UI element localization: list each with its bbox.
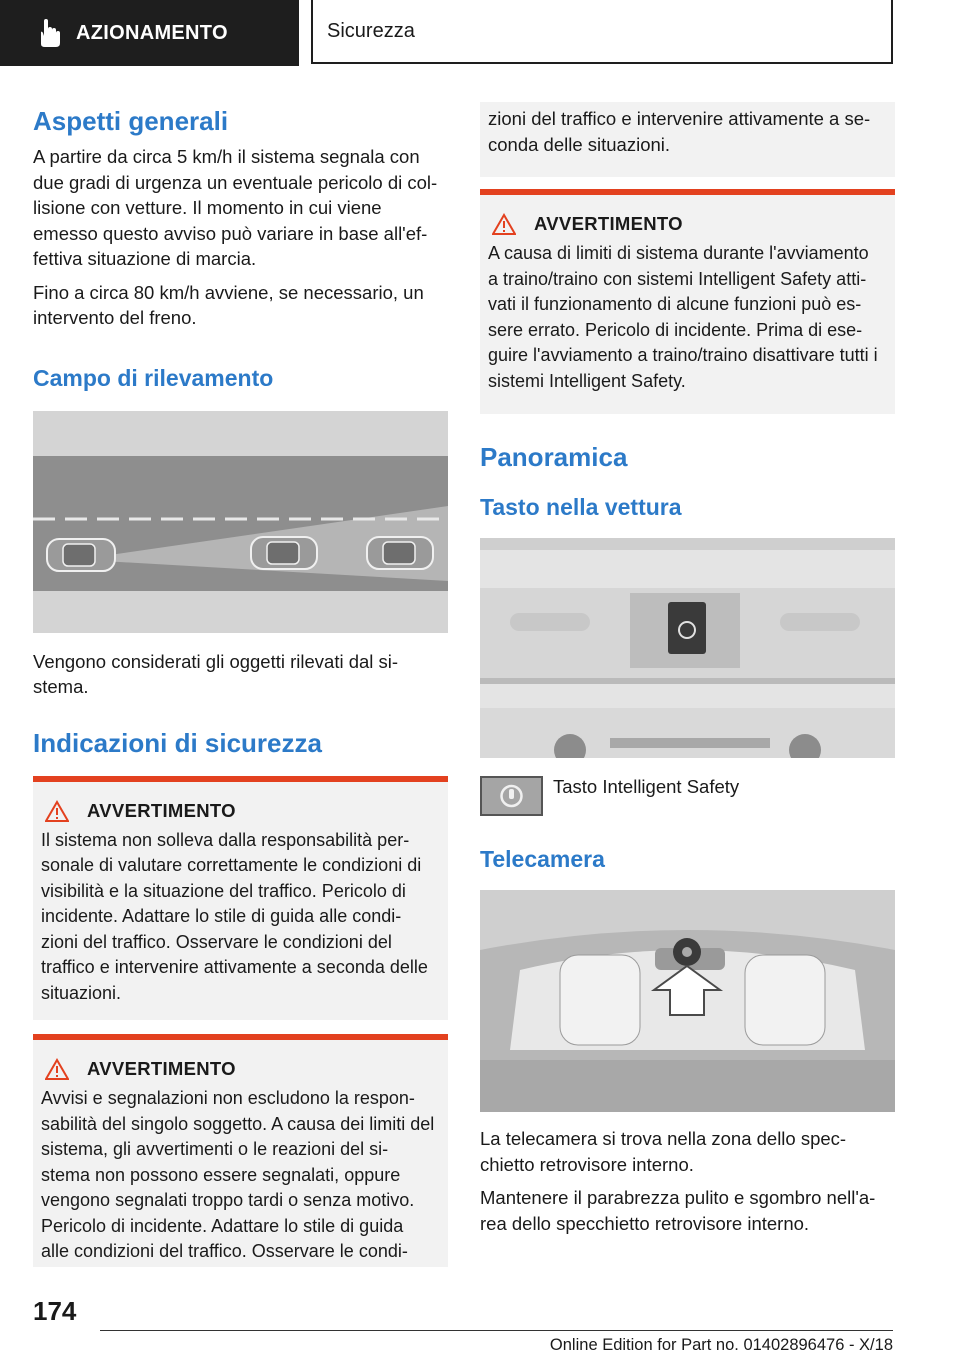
heading-button: Tasto nella vettura [480,494,682,520]
warning-2-title: AVVERTIMENTO [87,1058,236,1079]
edition-text: Online Edition for Part no. 01402896476 - X/18 [549,1336,893,1354]
warning-1-text: Il sistema non solleva dalla responsabilità per‐sonale di valutare correttamente le condizioni di visibilità e la situazione del traffico. Pericolo di incidente. Adattare lo stile di guida alle condi‐zioni del traffico. Osservare le condizioni del traffico e intervenire attivamente a seconda delle situazioni. [41,829,428,1003]
section-tab [0,0,299,66]
chapter-tab [311,0,893,64]
detection-range-figure [33,411,448,633]
warning-triangle-icon [492,213,516,235]
heading-safety: Indicazioni di sicurezza [33,727,322,758]
warning-box-3 [480,189,895,414]
warning-1-title: AVVERTIMENTO [87,799,236,821]
page-number: 174 [33,1296,77,1326]
camera-illustration [480,890,895,1112]
dashboard-button-figure [480,538,895,758]
camera-paragraph-1: La telecamera si trova nella zona dello spec‐chietto retrovisore interno. [480,1128,847,1175]
car-front-2 [367,537,433,569]
warning-box-1 [33,776,448,1021]
camera-paragraph-2: Mantenere il parabrezza pulito e sgombro nell'a‐rea dello specchietto retrovisore interno. [480,1187,876,1234]
right-column [480,102,895,1236]
car-front-1 [251,537,317,569]
car-own [47,539,115,571]
button-legend [480,776,895,816]
heading-general: Aspetti generali [33,106,229,136]
detection-caption: Vengono considerati gli oggetti rilevati dal si‐stema. [33,650,399,697]
steering-hand-icon [36,18,64,48]
warning-3-title: AVVERTIMENTO [534,213,683,234]
intelligent-safety-button-icon [480,776,543,816]
warning-box-2 [33,1034,448,1267]
warning-triangle-icon [45,800,69,822]
warning-2-continued-text: zioni del traffico e intervenire attivamente a se‐conda delle situazioni. [488,108,871,155]
section-label: AZIONAMENTO [76,21,228,44]
dashboard-button-illustration [480,538,895,758]
warning-2-text: Avvisi e segnalazioni non escludono la respon‐sabilità del singolo soggetto. A causa dei limiti del sistema, gli avvertimenti o le reazioni del si‐stema non possono essere segnalati, oppure vengono segnalati troppo tardi o senza motivo. Pericolo di incidente. Adattare lo stile di guida alle condizioni del traffico. Osservare le condi‐ [41,1088,435,1261]
camera-figure [480,890,895,1112]
heading-camera: Telecamera [480,846,605,872]
button-caption: Tasto Intelligent Safety [553,776,740,797]
warning-triangle-icon [45,1058,69,1080]
paragraph-general-1: A partire da circa 5 km/h il sistema segnala con due gradi di urgenza un eventuale pericolo di col‐lisione con vetture. Il momento in cui viene emesso questo avviso può variare in base all'ef‐fettiva situazione di marcia. [33,146,438,269]
footer-divider [100,1330,893,1331]
left-column [33,100,448,1267]
chapter-label: Sicurezza [327,19,415,42]
heading-overview: Panoramica [480,442,628,472]
warning-box-2-continued [480,102,895,177]
warning-3-text: A causa di limiti di sistema durante l'avviamento a traino/traino con sistemi Intelligent Safety atti‐vati il funzionamento di alcune funzioni può es‐sere errato. Pericolo di incidente. Prima di ese‐guire l'avviamento a traino/traino disattivare tutti i sistemi Intelligent Safety. [488,243,878,391]
paragraph-general-2: Fino a circa 80 km/h avviene, se necessario, un intervento del freno. [33,281,424,328]
heading-detection: Campo di rilevamento [33,364,274,391]
detection-range-illustration [33,411,448,633]
